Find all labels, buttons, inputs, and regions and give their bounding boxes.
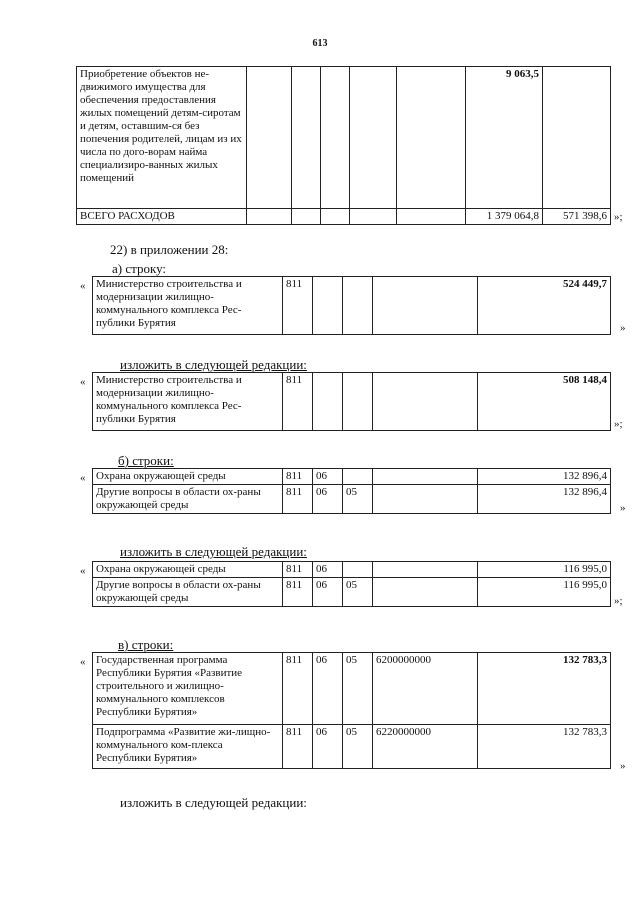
quote-close: »;: [614, 418, 623, 430]
row-name: Охрана окружающей среды: [93, 469, 283, 485]
row-amount: 9 063,5: [466, 67, 543, 209]
quote-open: «: [80, 565, 86, 577]
row-name: Охрана окружающей среды: [93, 562, 283, 578]
table-row: Государственная программа Республики Бурятия «Развитие строительного и жилищно-коммунального комплексов Республики Бурятия» 811 06 05 6200000000 132 783,3: [93, 653, 611, 725]
row-name: Подпрограмма «Развитие жи-лищно-коммунального ком-плекса Республики Бурятия»: [93, 725, 283, 769]
table-row: [93, 277, 611, 335]
replace-text: изложить в следующей редакции:: [120, 357, 307, 372]
table-acquisition: [76, 66, 611, 225]
quote-open: «: [80, 656, 86, 668]
table-v-old: [92, 652, 611, 769]
sub-b: б) строки:: [118, 453, 174, 468]
table-row: Подпрограмма «Развитие жи-лищно-коммунального ком-плекса Республики Бурятия» 811 06 05 6220000000 132 783,3: [93, 725, 611, 769]
row-name: Министерство строительства и модернизации жилищно-коммунального комплекса Рес-публики Бурятия: [93, 373, 283, 431]
table-row: Охрана окружающей среды 811 06 116 995,0: [93, 562, 611, 578]
row-amount: 132 896,4: [478, 485, 611, 514]
table-a-new: [92, 372, 611, 431]
table-row: Другие вопросы в области ох-раны окружающей среды 811 06 05 116 995,0: [93, 578, 611, 607]
replace-text: изложить в следующей редакции:: [120, 544, 307, 559]
item-22: 22) в приложении 28:: [110, 242, 229, 257]
row-amount: 132 783,3: [478, 653, 611, 725]
table-b-new: [92, 561, 611, 607]
row-name: Другие вопросы в области ох-раны окружающей среды: [93, 485, 283, 514]
row-name: Другие вопросы в области ох-раны окружающей среды: [93, 578, 283, 607]
quote-close: »: [620, 502, 626, 514]
quote-close: »: [620, 322, 626, 334]
replace-text: изложить в следующей редакции:: [120, 795, 307, 810]
quote-close: »: [620, 760, 626, 772]
row-amount: 116 995,0: [478, 562, 611, 578]
row-name: Государственная программа Республики Бурятия «Развитие строительного и жилищно-коммунального комплексов Республики Бурятия»: [93, 653, 283, 725]
total-label: ВСЕГО РАСХОДОВ: [77, 209, 247, 225]
quote-open: «: [80, 376, 86, 388]
quote-open: «: [80, 472, 86, 484]
total-amount-1: 1 379 064,8: [466, 209, 543, 225]
row-name: Министерство строительства и модернизации жилищно-коммунального комплекса Рес-публики Бурятия: [93, 277, 283, 335]
quote-open: «: [80, 280, 86, 292]
row-amount: 132 783,3: [478, 725, 611, 769]
table-row: [77, 67, 611, 209]
sub-v: в) строки:: [118, 637, 174, 652]
table-b-old: [92, 468, 611, 514]
quote-close: »;: [614, 211, 623, 223]
table-a-old: [92, 276, 611, 335]
row-code: 811: [283, 373, 313, 431]
row-code: 811: [283, 277, 313, 335]
table-row: Охрана окружающей среды 811 06 132 896,4: [93, 469, 611, 485]
row-amount: 508 148,4: [478, 373, 611, 431]
total-amount-2: 571 398,6: [543, 209, 611, 225]
quote-close: »;: [614, 595, 623, 607]
row-name: Приобретение объектов не-движимого имущества для обеспечения предоставления жилых помещений детям-сиротам и детям, оставшим-ся без попечения родителей, лицам из их числа по дого-ворам найма специализиро-ванных жилых помещений: [77, 67, 247, 209]
row-amount: 524 449,7: [478, 277, 611, 335]
row-amount: 132 896,4: [478, 469, 611, 485]
table-row-total: [77, 209, 611, 225]
table-row: [93, 373, 611, 431]
sub-a: а) строку:: [112, 261, 167, 276]
row-amount: 116 995,0: [478, 578, 611, 607]
page-number: 613: [312, 38, 328, 49]
table-row: Другие вопросы в области ох-раны окружающей среды 811 06 05 132 896,4: [93, 485, 611, 514]
